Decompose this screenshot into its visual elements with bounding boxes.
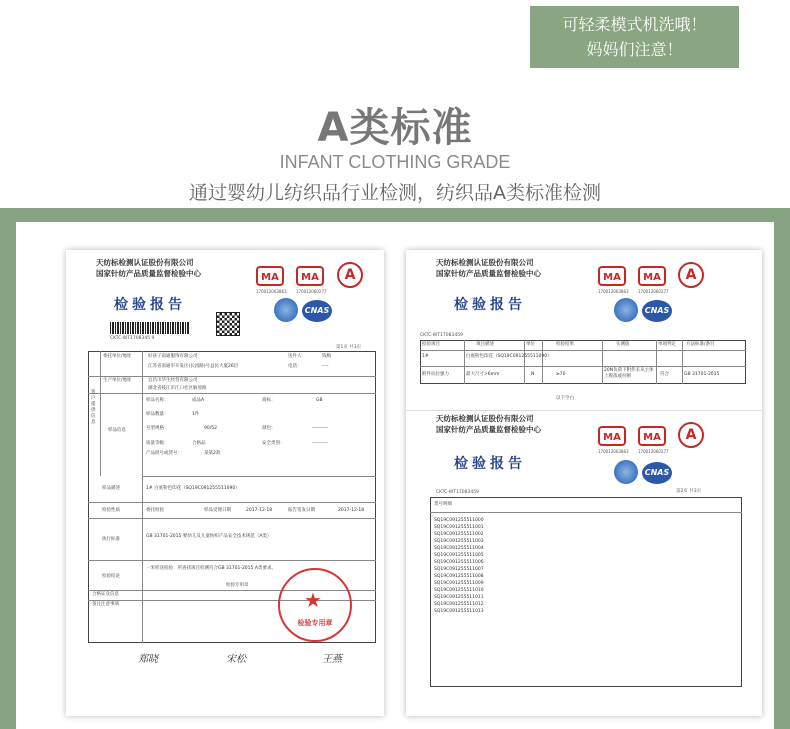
th-unit: 单位	[526, 342, 535, 347]
blank-below-note: 以下空白	[556, 396, 574, 401]
row2-item: 附件抗拉强力	[422, 372, 449, 377]
th-item: 检验项目	[422, 342, 440, 347]
item-list-row: SQ19C091255511012	[434, 602, 484, 607]
item-list-row: SQ19C091255511000	[434, 518, 484, 523]
ilac-logo-icon	[274, 298, 298, 322]
page-title: A类标准	[317, 105, 473, 151]
page-indicator: 第1页 共3页	[336, 345, 362, 350]
item-list-row: SQ19C091255511004	[434, 546, 484, 551]
receive-date: 2017-12-18	[246, 508, 273, 513]
client-value: 好孩子南通服饰有限公司	[148, 354, 198, 359]
cal-a-logo-3: A	[678, 422, 704, 448]
notice-banner	[530, 6, 739, 68]
client-label: 委托单位/地址	[103, 354, 132, 359]
seal-star-icon: ★	[304, 588, 322, 612]
batch-label: 产品批号或货号：	[146, 451, 182, 456]
remarks-2: 备注注意事项	[92, 602, 119, 607]
producer-label: 生产单位/地址	[103, 378, 132, 383]
seal-caption: 检验专用章	[226, 583, 249, 588]
report-number-barcode: CKTC-WT1708345 9	[110, 336, 155, 341]
client-side-label: 客户提供信息	[91, 390, 96, 425]
standard-label: 执行标准	[102, 537, 120, 542]
issue-date: 2017-12-18	[338, 508, 365, 513]
cma-code-6: 170012060277	[638, 449, 669, 454]
qr-code-icon	[216, 312, 240, 336]
sample-name: 成品A	[192, 398, 205, 403]
page-description: 通过婴幼儿纺织品行业检测，纺织品A类标准检测	[189, 182, 601, 204]
ilac-logo-icon-3	[614, 460, 638, 484]
signature-3: 王燕	[322, 654, 342, 665]
phone-value: ----	[322, 364, 329, 369]
notice-line-1: 可轻柔模式机洗哦！	[562, 15, 707, 34]
cnas-logo-3: CNAS	[642, 462, 672, 484]
cma-code-1: 170012063863	[256, 289, 287, 294]
issue-date-label: 报告签发日期	[288, 508, 315, 513]
producer-address: 湖北省枝江市江口社区解放路	[148, 386, 207, 391]
brand-label: 商标：	[262, 398, 276, 403]
item-list-row: SQ19C091255511003	[434, 539, 484, 544]
producer-value: 宜昌市华生经营有限公司	[148, 378, 198, 383]
brand-value: GB	[316, 398, 323, 403]
conclusion-label: 检验结论	[102, 574, 120, 579]
cal-a-logo-2: A	[678, 262, 704, 288]
cma-logo-5: MA	[598, 426, 626, 446]
spec-label: 号型规格：	[146, 426, 169, 431]
th-result: 检验结果	[556, 342, 574, 347]
sender-label: 送件人：	[288, 354, 306, 359]
cma-logo-3: MA	[598, 266, 626, 286]
company-name-2c: 国家针纺产品质量监督检验中心	[436, 425, 541, 434]
cnas-logo: CNAS	[302, 300, 332, 322]
seal-text: 检验专用章	[297, 619, 333, 627]
client-address: 江苏省南通市开发区(长园路)号益民大厦26层	[148, 364, 239, 369]
color-label: 颜色：	[262, 426, 276, 431]
standard-value: GB 31701-2015 婴幼儿及儿童纺织产品安全技术规范（A类）	[146, 534, 272, 539]
company-name-1c: 天纺标检测认证股份有限公司	[436, 414, 534, 423]
sender-value: 钱梅	[322, 354, 331, 359]
red-official-seal	[278, 568, 352, 642]
item-list-row: SQ19C091255511011	[434, 595, 484, 600]
cma-code-3: 170012063863	[598, 289, 629, 294]
signature-1: 郑晓	[138, 654, 158, 665]
sample-desc-label: 样品描述	[102, 486, 120, 491]
phone-label: 电话：	[288, 364, 302, 369]
grade-value: 合格品	[192, 441, 206, 446]
th-judge: 单项判定	[658, 342, 676, 347]
company-name-1b: 天纺标检测认证股份有限公司	[436, 258, 534, 267]
company-name-1: 天纺标检测认证股份有限公司	[96, 258, 194, 267]
safety-label: 安全类别：	[262, 441, 285, 446]
cal-a-logo: A	[337, 262, 363, 288]
page-subtitle-en: INFANT CLOTHING GRADE	[279, 152, 511, 172]
cma-logo-6: MA	[638, 426, 666, 446]
notice-line-2: 妈妈们注意！	[586, 40, 683, 59]
conclusion-value: 一米样送检验：所查找项目检测符合GB 31701-2015 A类要求。	[146, 566, 276, 571]
report-heading-2: 检验报告	[454, 297, 526, 313]
company-name-2b: 国家针纺产品质量监督检验中心	[436, 269, 541, 278]
row1-item: 1#	[422, 354, 429, 359]
cma-code-4: 170012060277	[638, 289, 669, 294]
report-heading-3: 检验报告	[454, 456, 526, 472]
batch-value: 某某2款	[204, 451, 221, 456]
cma-code-5: 170012063863	[598, 449, 629, 454]
row2-result: ≥70	[556, 372, 566, 377]
sample-qty: 1件	[192, 412, 200, 417]
item-list-row: SQ19C091255511007	[434, 567, 484, 572]
item-list-row: SQ19C091255511006	[434, 560, 484, 565]
cnas-logo-2: CNAS	[642, 300, 672, 322]
item-list-row: SQ19C091255511009	[434, 581, 484, 586]
cma-logo-4: MA	[638, 266, 666, 286]
receive-date-label: 样品受理日期	[204, 508, 231, 513]
item-list-row: SQ19C091255511005	[434, 553, 484, 558]
row2-method: GB 31701-2015	[684, 372, 720, 377]
cma-code-2: 170012060277	[296, 289, 327, 294]
item-list-row: SQ19C091255511001	[434, 525, 484, 530]
report-number-2: CKTC-WT17083459	[420, 333, 463, 338]
item-list-row: SQ19C091255511002	[434, 532, 484, 537]
report-heading: 检验报告	[114, 297, 186, 313]
item-list-row: SQ19C091255511008	[434, 574, 484, 579]
th-measured: 实测值	[616, 342, 630, 347]
item-list-row: SQ19C091255511010	[434, 588, 484, 593]
spec-value: 90/52	[204, 426, 217, 431]
grade-label: 质量等级：	[146, 441, 169, 446]
row2-measured: 20N负荷下附件未从主体上脱落或拉断	[604, 368, 654, 379]
signature-2: 宋松	[226, 654, 246, 665]
nature-value: 委托检验	[146, 508, 164, 513]
cma-logo-2: MA	[296, 266, 324, 286]
sample-qty-label: 样品数量：	[146, 412, 169, 417]
remarks-1: 合格证及信息	[92, 592, 119, 597]
th-method: 方法标准/条目	[686, 342, 715, 347]
ilac-logo-icon-2	[614, 298, 638, 322]
row2-desc: 最大尺寸>6mm	[466, 372, 500, 377]
company-name-2: 国家针纺产品质量监督检验中心	[96, 269, 201, 278]
cma-logo: MA	[256, 266, 284, 286]
report-number-3: CKTC-WT17083459	[436, 490, 479, 495]
sample-info-label: 样品信息	[108, 428, 126, 433]
nature-label: 检验性质	[102, 508, 120, 513]
th-desc: 项目描述	[476, 342, 494, 347]
sample-name-label: 样品名称：	[146, 398, 169, 403]
row2-judge: 符合	[660, 372, 669, 377]
safety-value: ----------	[312, 441, 329, 446]
item-list-row: SQ19C091255511013	[434, 609, 484, 614]
row1-desc: 白底粉色印花（SQ19C091255511090）	[466, 354, 552, 359]
inspection-report-page-2	[406, 250, 762, 716]
row2-unit: N	[531, 372, 535, 377]
item-list-header: 货号明细	[434, 502, 452, 507]
inspection-report-page-1	[66, 250, 384, 716]
page-indicator-2: 第2页 共3页	[676, 489, 702, 494]
sample-desc-value: 1# 白底粉色印花（SQ19C091255511090）	[146, 486, 240, 491]
barcode-icon	[110, 322, 190, 334]
color-value: ----------	[312, 426, 329, 431]
